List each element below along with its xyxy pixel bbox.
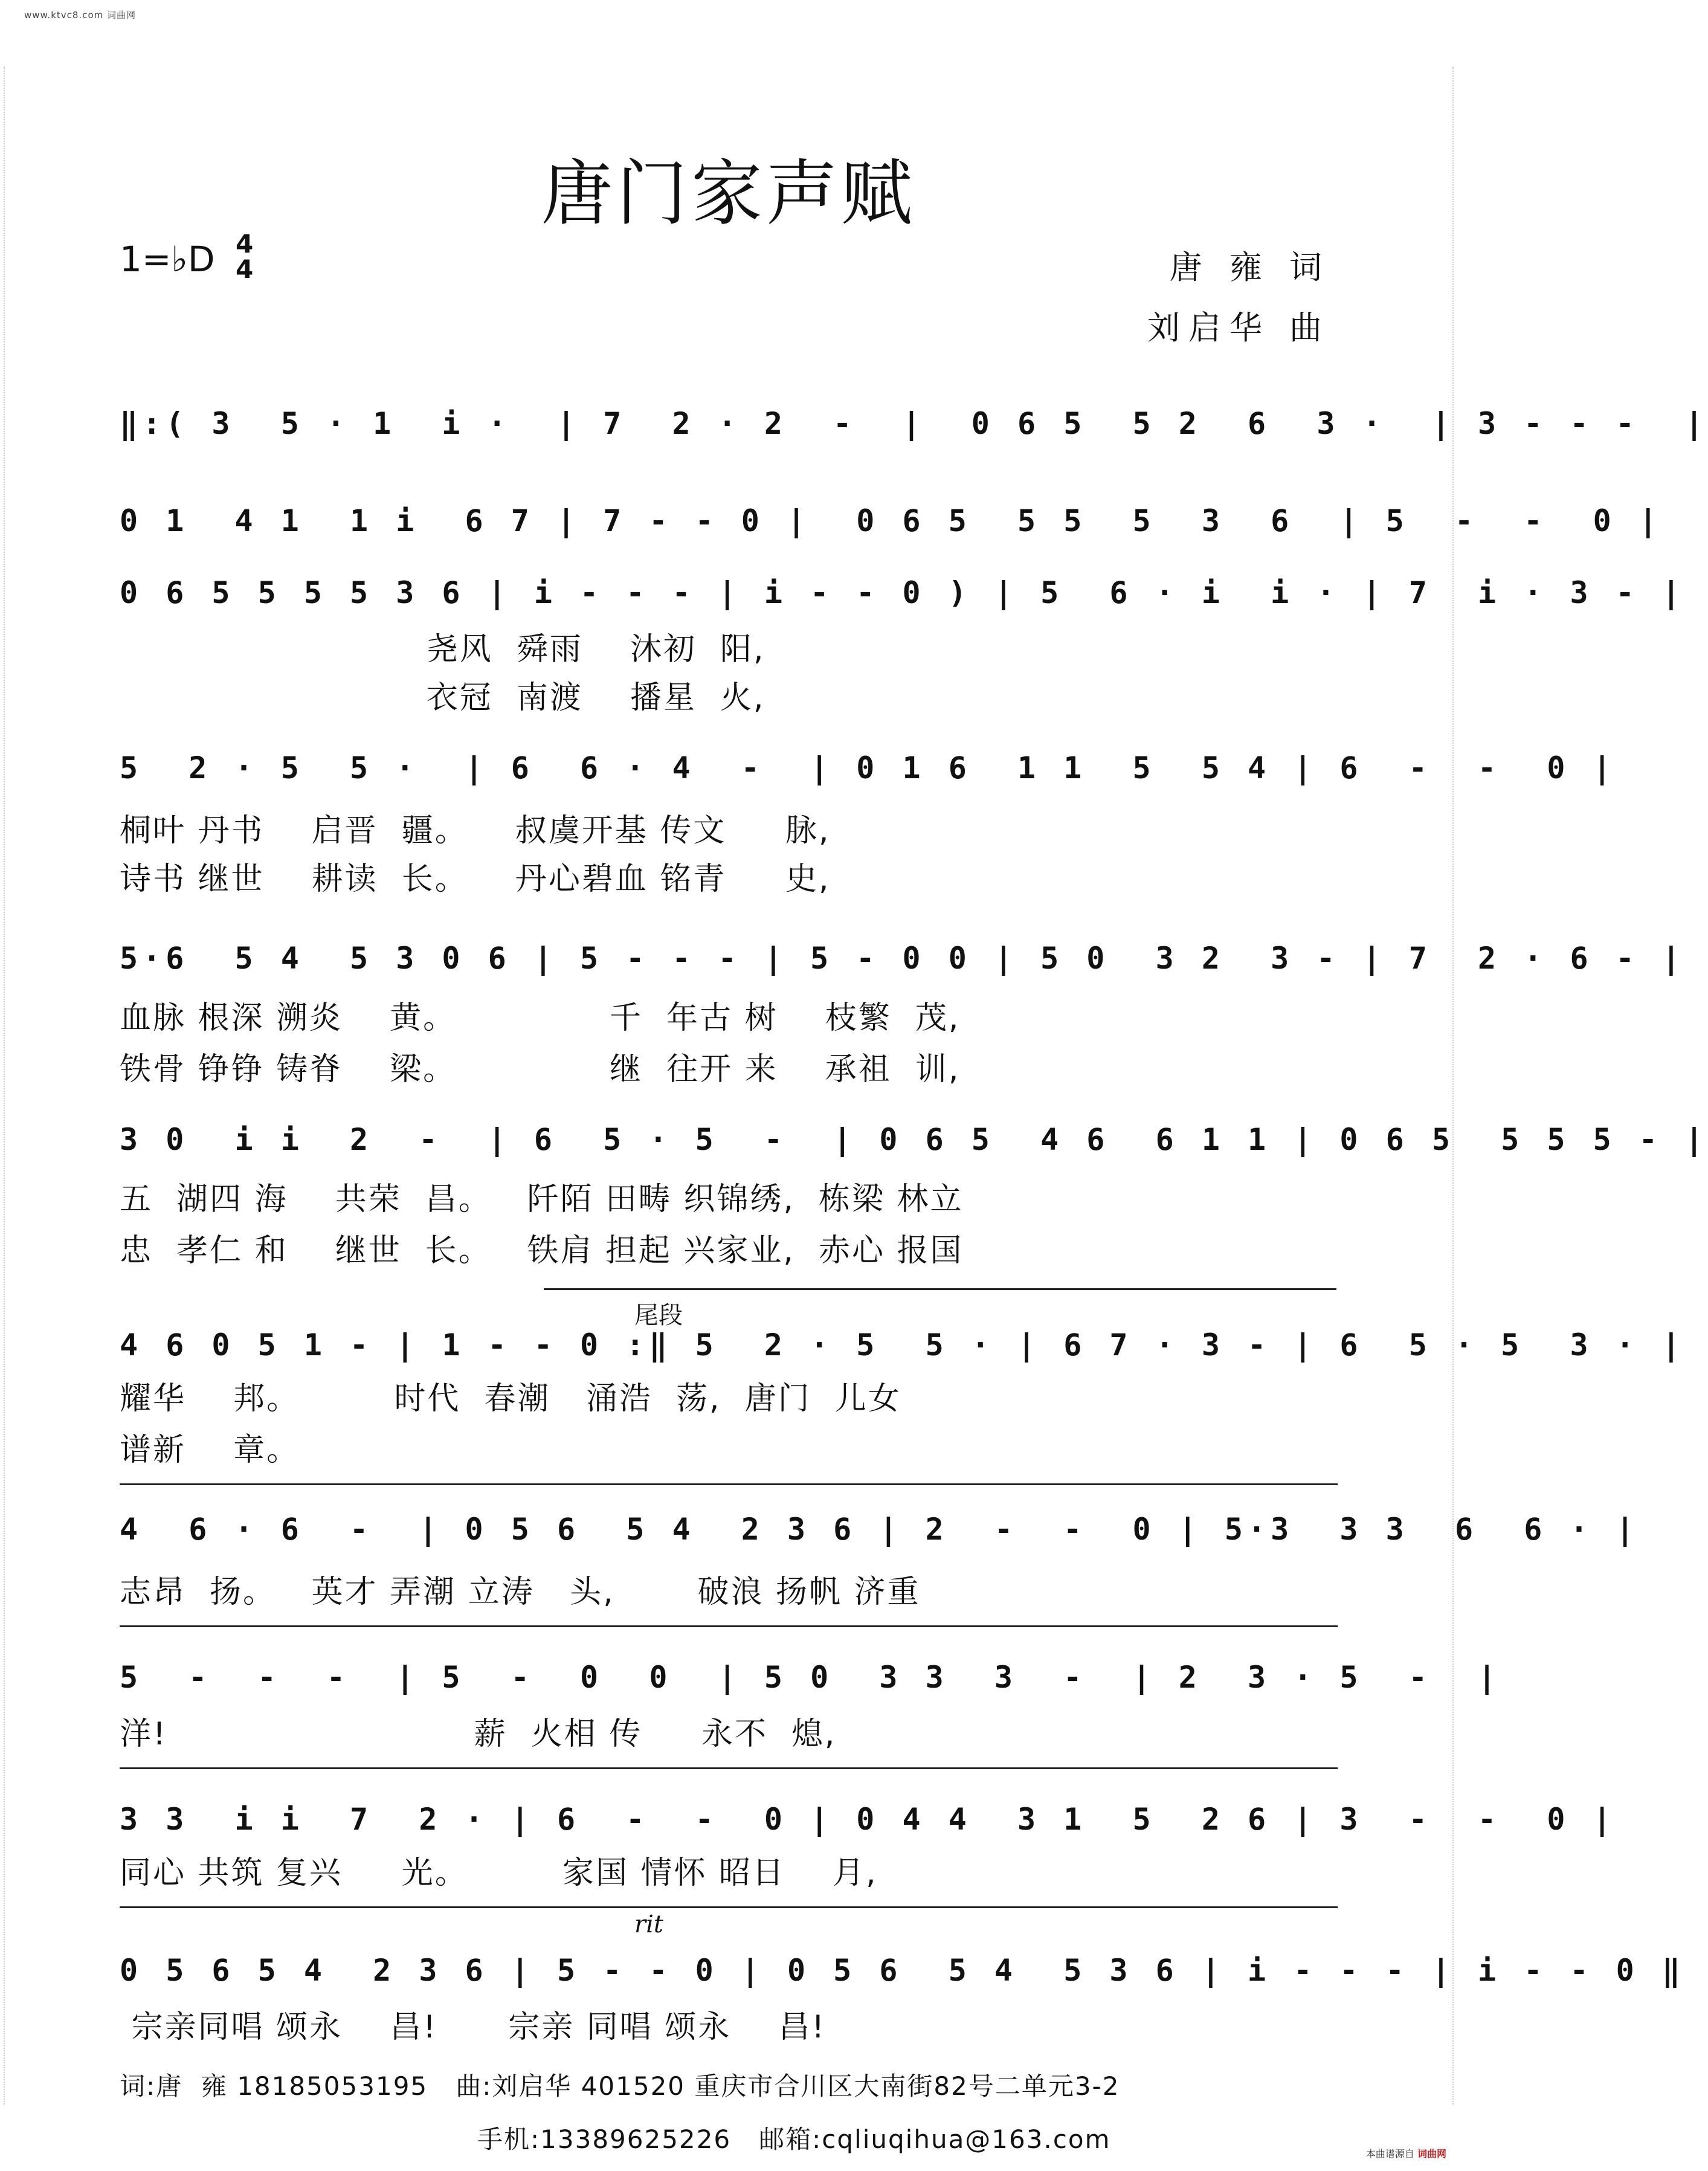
source-mark-brand: 词曲网 [1417, 2148, 1446, 2160]
notation-line: ‖:( 3 5 · 1 i · | 7 2 · 2 - | 0 6 5 5 2 6 3 · | 3 - - - | [120, 406, 1708, 441]
notation-system-10 [120, 1798, 1616, 1841]
notation-system-1 [120, 402, 1708, 445]
right-edge-watermark [1448, 66, 1454, 2105]
notation-system-7 [120, 1323, 1685, 1367]
left-edge-watermark [4, 66, 10, 2105]
lyric-line: 宗亲同唱 颂永 昌! 宗亲 同唱 颂永 昌! [120, 2009, 827, 2045]
url-watermark: www.ktvc8.com 词曲网 [24, 10, 137, 21]
notation-line: 4 6 · 6 - | 0 5 6 5 4 2 3 6 | 2 - - 0 | 5·3 3 3 6 6 · | [120, 1512, 1639, 1547]
lyric-line: 洋! 薪 火相 传 永不 熄, [120, 1716, 837, 1752]
source-mark [1366, 2146, 1446, 2160]
contact-line-1: 词:唐 雍 18185053195 曲:刘启华 401520 重庆市合川区大南街82号二单元3-2 [120, 2071, 1120, 2101]
lyricist-credit: 唐 雍 词 [1169, 248, 1330, 286]
time-signature [236, 231, 253, 282]
time-signature-bottom: 4 [236, 254, 254, 284]
section-divider [120, 1483, 1338, 1485]
notation-line: 4 6 0 5 1 - | 1 - - 0 :‖ 5 2 · 5 5 · | 6 7 · 3 - | 6 5 · 5 3 · | [120, 1327, 1685, 1363]
lyric-line: 耀华 邦。 时代 春潮 涌浩 荡, 唐门 儿女 [120, 1381, 901, 1417]
time-signature-top: 4 [236, 229, 254, 259]
section-divider [120, 1767, 1338, 1769]
coda-label: 尾段 [634, 1302, 683, 1329]
coda-bracket [544, 1288, 1336, 1290]
notation-system-5 [120, 937, 1685, 980]
lyric-line: 铁骨 铮铮 铸脊 梁。 继 往开 来 承祖 训, [120, 1051, 961, 1088]
notation-line: 5 - - - | 5 - 0 0 | 5 0 3 3 3 - | 2 3 · 5 - | [120, 1660, 1501, 1695]
lyric-line: 谱新 章。 [120, 1432, 300, 1468]
lyric-line: 五 湖四 海 共荣 昌。 阡陌 田畴 织锦绣, 栋梁 林立 [120, 1181, 964, 1218]
section-divider [120, 1906, 1338, 1908]
notation-line: 0 5 6 5 4 2 3 6 | 5 - - 0 | 0 5 6 5 4 5 3 6 | i - - - | i - - 0 ‖ [120, 1953, 1685, 1988]
notation-line: 0 1 4 1 1 i 6 7 | 7 - - 0 | 0 6 5 5 5 5 3 6 | 5 - - 0 | [120, 503, 1662, 538]
key-signature: 1=♭D [120, 239, 215, 280]
composer-credit: 刘启华 曲 [1147, 309, 1330, 347]
notation-system-11 [120, 1949, 1685, 1992]
notation-line: 3 0 i i 2 - | 6 5 · 5 - | 0 6 5 4 6 6 1 1 | 0 6 5 5 5 5 - | [120, 1122, 1708, 1157]
notation-line: 5 2 · 5 5 · | 6 6 · 4 - | 0 1 6 1 1 5 5 4 | 6 - - 0 | [120, 750, 1616, 785]
contact-line-2: 手机:13389625226 邮箱:cqliuqihua@163.com [477, 2124, 1111, 2154]
notation-system-9 [120, 1656, 1501, 1699]
notation-line: 0 6 5 5 5 5 3 6 | i - - - | i - - 0 ) | 5 6 · i i · | 7 i · 3 - | [120, 575, 1685, 610]
lyric-line: 忠 孝仁 和 继世 长。 铁肩 担起 兴家业, 赤心 报国 [120, 1233, 964, 1269]
notation-system-8 [120, 1508, 1639, 1551]
notation-system-2 [120, 499, 1662, 543]
notation-system-6 [120, 1118, 1708, 1161]
section-divider [120, 1625, 1338, 1627]
source-mark-text: 本曲谱源自 [1365, 2148, 1414, 2160]
lyric-line: 尧风 舜雨 沐初 阳, [120, 631, 765, 668]
lyric-line: 同心 共筑 复兴 光。 家国 情怀 昭日 月, [120, 1855, 878, 1891]
lyric-line: 衣冠 南渡 播星 火, [120, 680, 765, 716]
notation-system-4 [120, 746, 1616, 790]
rit-marking: rit [634, 1911, 663, 1938]
lyric-line: 血脉 根深 溯炎 黄。 千 年古 树 枝繁 茂, [120, 1000, 961, 1036]
notation-line: 3 3 i i 7 2 · | 6 - - 0 | 0 4 4 3 1 5 2 6 | 3 - - 0 | [120, 1802, 1616, 1837]
lyric-line: 诗书 继世 耕读 长。 丹心碧血 铭青 史, [120, 861, 831, 897]
notation-system-3 [120, 571, 1685, 615]
lyric-line: 桐叶 丹书 启晋 疆。 叔虞开基 传文 脉, [120, 813, 831, 849]
song-title: 唐门家声赋 [541, 152, 916, 235]
lyric-line: 志昂 扬。 英才 弄潮 立涛 头, 破浪 扬帆 济重 [120, 1574, 921, 1610]
notation-line: 5·6 5 4 5 3 0 6 | 5 - - - | 5 - 0 0 | 5 0 3 2 3 - | 7 2 · 6 - | [120, 941, 1685, 976]
